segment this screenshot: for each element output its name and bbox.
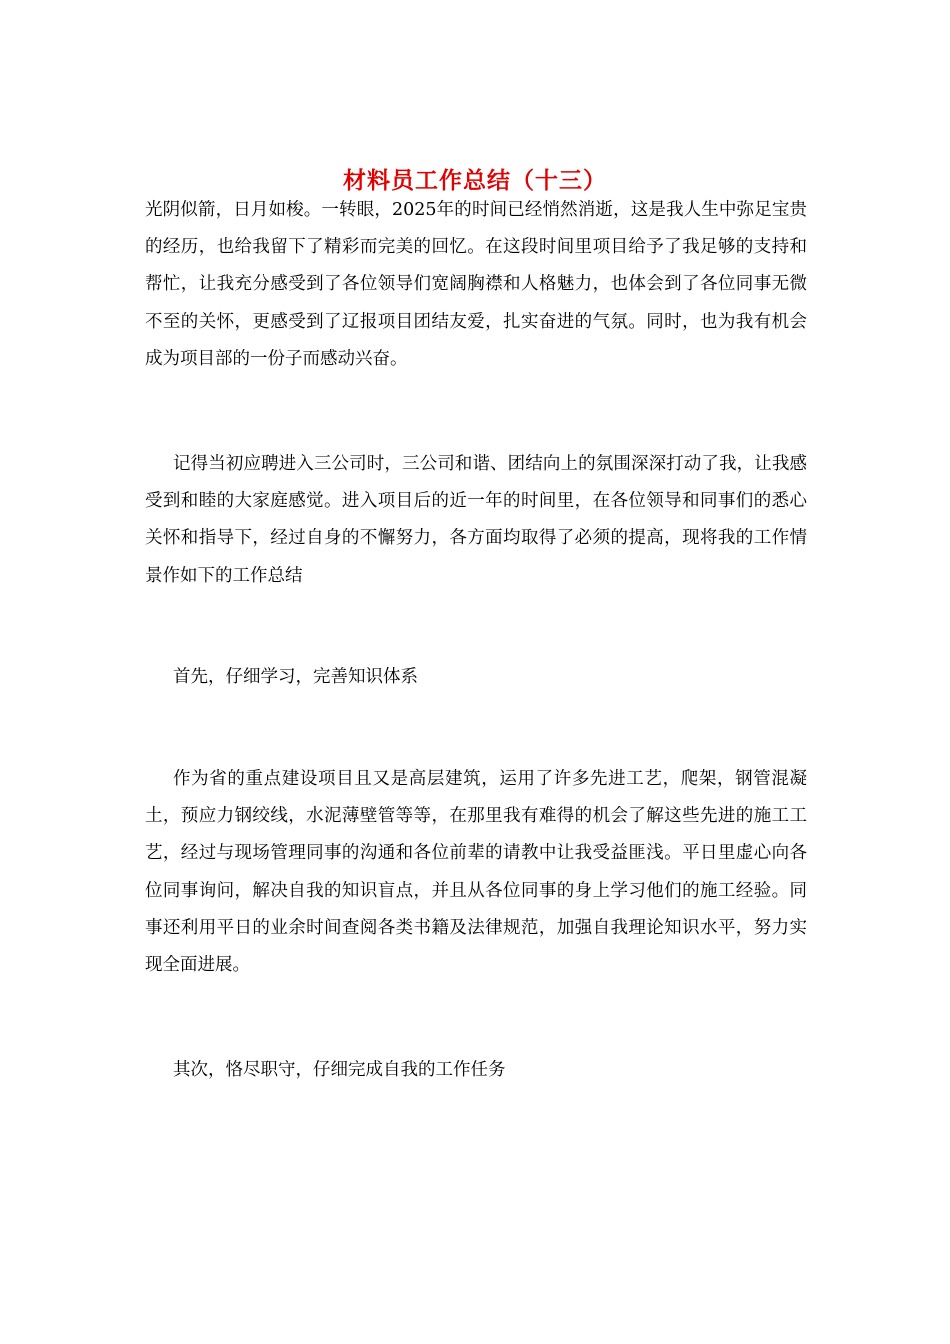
section-heading-duty: 其次，恪尽职守，仔细完成自我的工作任务: [173, 1060, 506, 1080]
paragraph-intro: 光阴似箭，日月如梭。一转眼，2025年的时间已经悄然消逝，这是我人生中弥足宝贵的经历，也给我留下了精彩而完美的回忆。在这段时间里项目给予了我足够的支持和帮忙，让我充分感受到了各位领导们宽阔胸襟和人格魅力，也体会到了各位同事无微不至的关怀，更感受到了辽报项目团结友爱，扎实奋进的气氛。同时，也为我有机会成为项目部的一份子而感动兴奋。: [145, 200, 807, 369]
section-heading-study: 首先，仔细学习，完善知识体系: [173, 667, 418, 687]
paragraph-study: 作为省的重点建设项目且又是高层建筑，运用了许多先进工艺，爬架，钢管混凝土，预应力钢绞线，水泥薄壁管等等，在那里我有难得的机会了解这些先进的施工工艺，经过与现场管理同事的沟通和各位前辈的请教中让我受益匪浅。平日里虚心向各位同事询问，解决自我的知识盲点，并且从各位同事的身上学习他们的施工经验。同事还利用平日的业余时间查阅各类书籍及法律规范，加强自我理论知识水平，努力实现全面进展。: [145, 769, 807, 976]
document-title: 材料员工作总结（十三）: [343, 167, 607, 195]
paragraph-joining: 记得当初应聘进入三公司时，三公司和谐、团结向上的氛围深深打动了我，让我感受到和睦的大家庭感觉。进入项目后的近一年的时间里，在各位领导和同事们的悉心关怀和指导下，经过自身的不懈努力，各方面均取得了必须的提高，现将我的工作情景作如下的工作总结: [145, 454, 807, 586]
